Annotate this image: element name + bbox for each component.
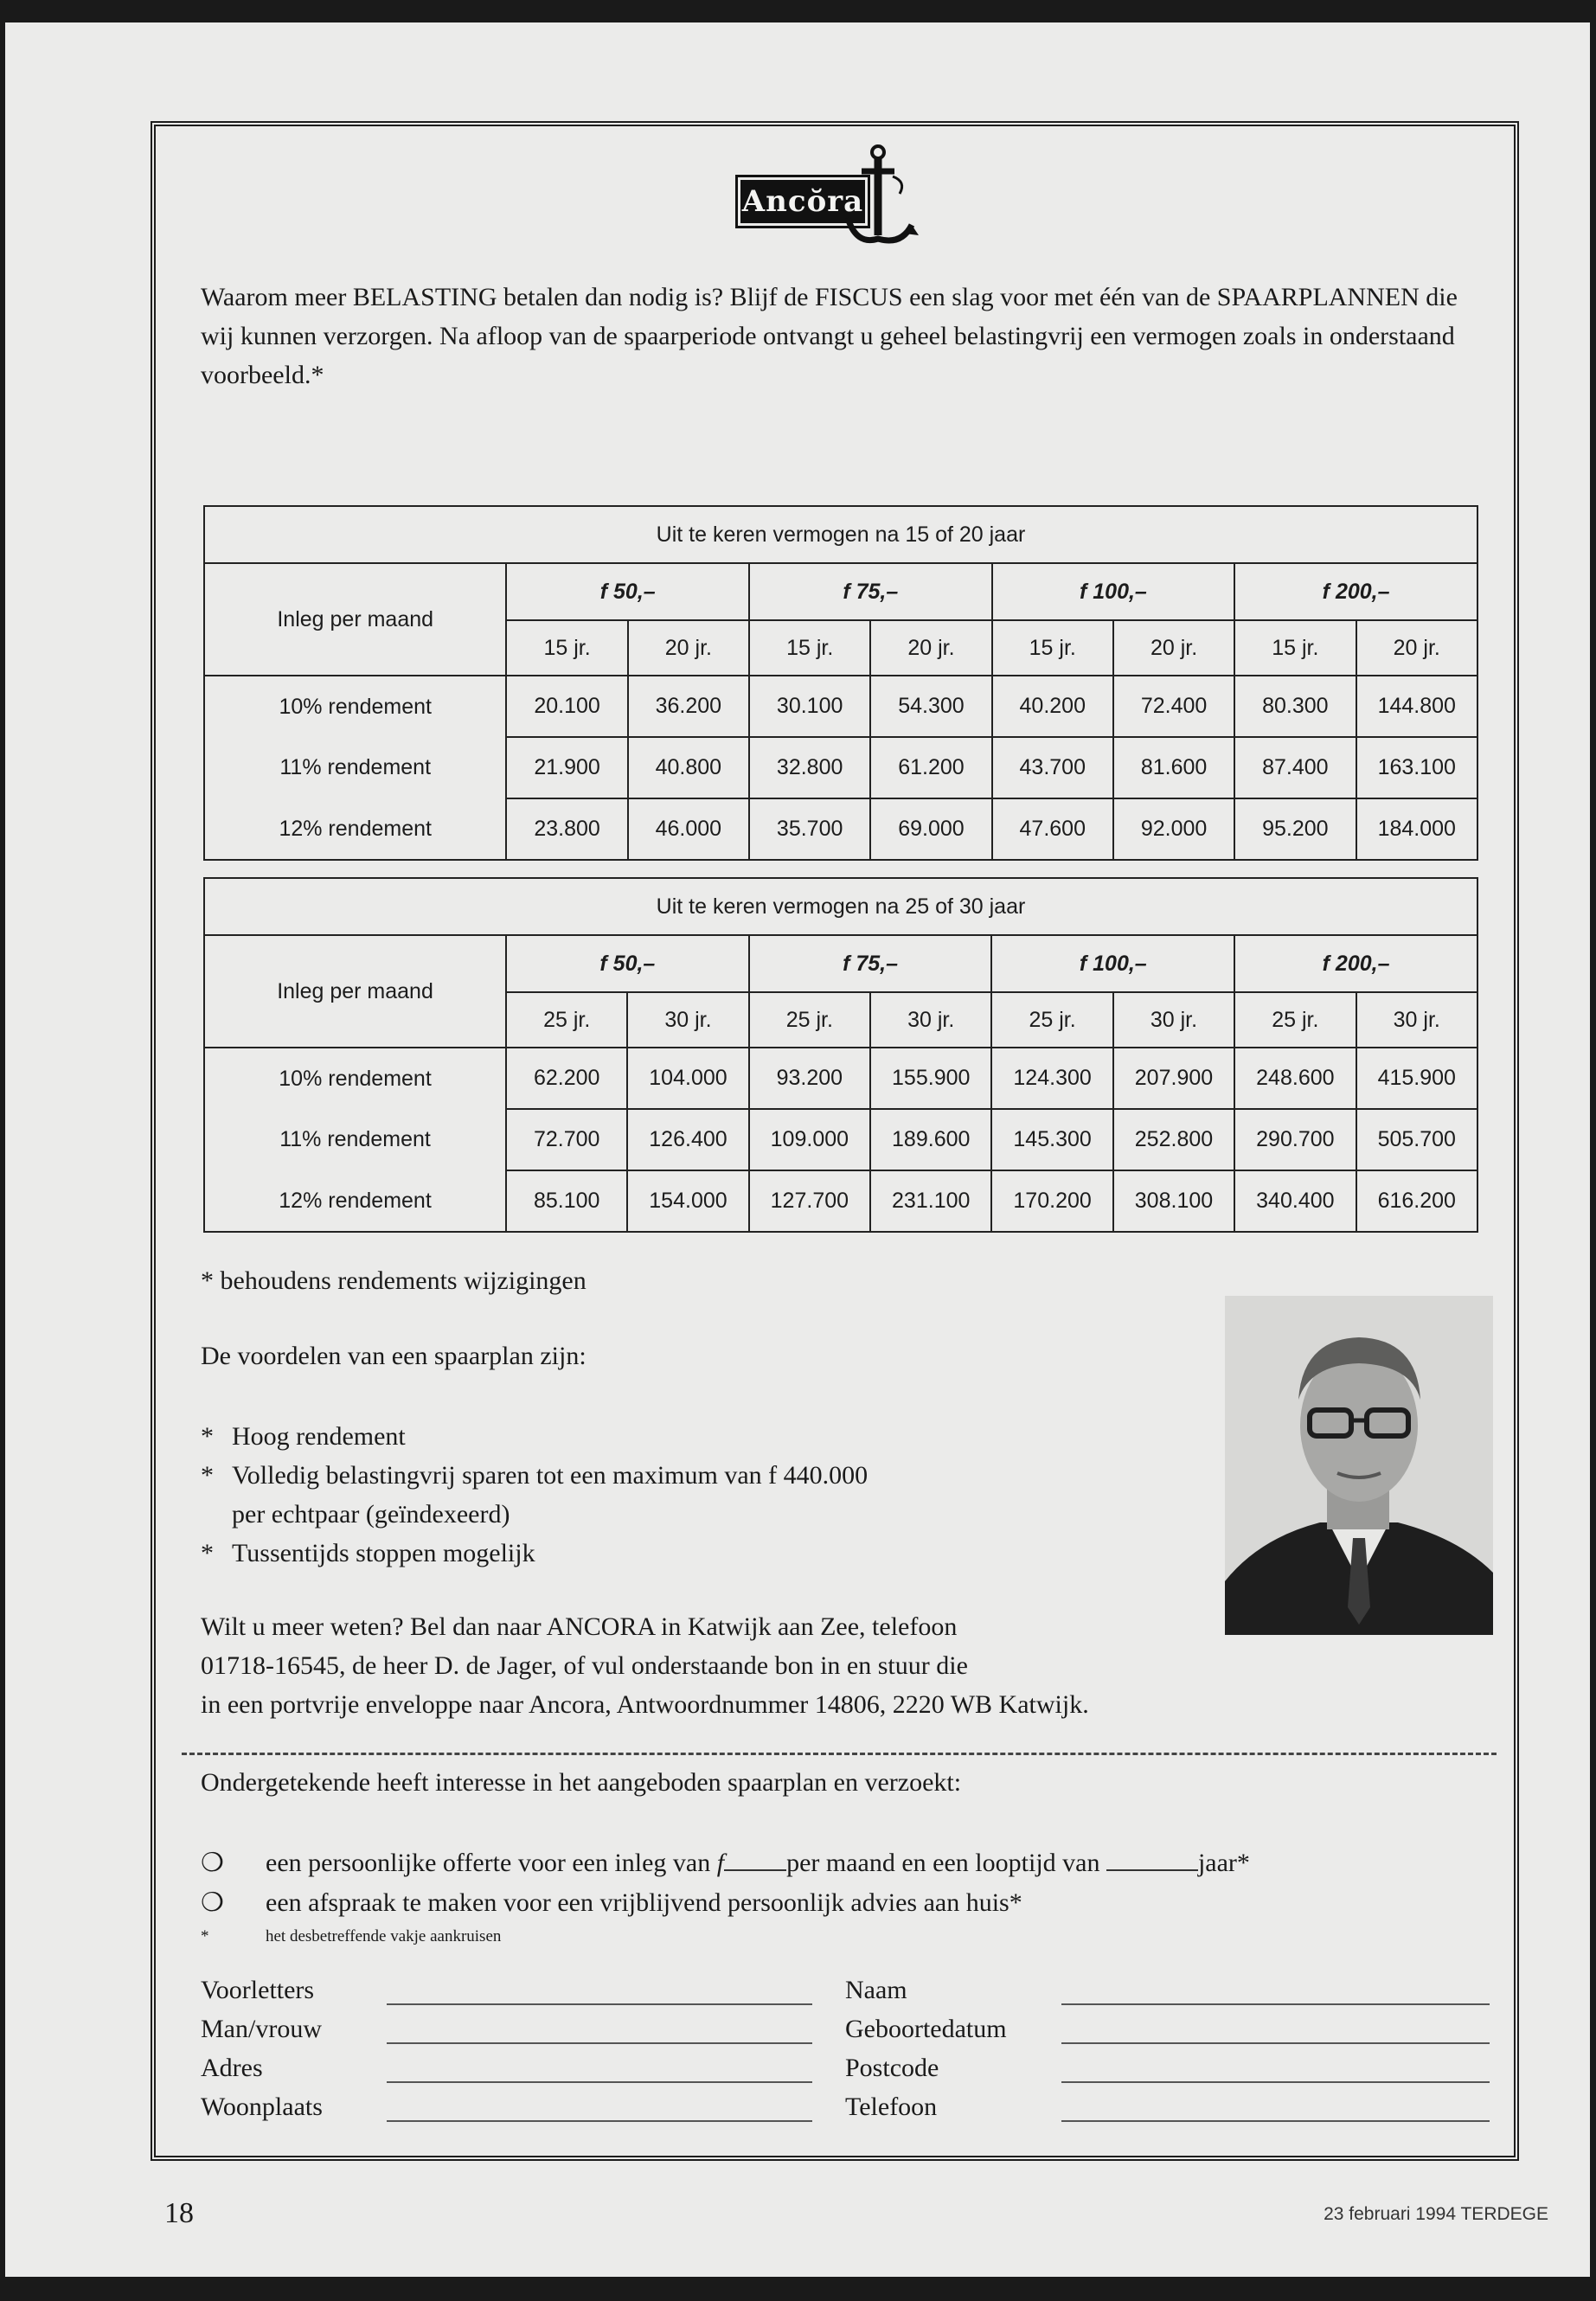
contact-line: in een portvrije enveloppe naar Ancora, Antwoordnummer 14806, 2220 WB Katwijk. [201,1690,1089,1719]
table-cell: 32.800 [749,737,870,798]
table-cell: 72.700 [506,1109,627,1170]
table-cell: 127.700 [749,1170,870,1232]
year-header: 30 jr. [627,992,748,1048]
yield-table-25-30 [203,877,1478,1233]
field-label: Telefoon [845,2093,938,2121]
field-telefoon[interactable] [845,2093,937,2122]
amount-header: f 100,– [991,935,1234,992]
field-label: Geboortedatum [845,2015,1007,2043]
table-cell: 207.900 [1113,1048,1234,1109]
table-cell: 184.000 [1356,798,1478,860]
table-row [204,676,1477,737]
field-naam[interactable] [845,1976,907,2005]
field-label: Voorletters [201,1976,315,2004]
cut-line [182,1753,1497,1755]
field-line[interactable] [387,2120,812,2122]
table-cell: 40.200 [992,676,1113,737]
year-header: 15 jr. [749,620,870,676]
table-cell: 80.300 [1234,676,1356,737]
field-label: Postcode [845,2054,939,2082]
contact-person-photo [1225,1296,1493,1635]
table-cell: 163.100 [1356,737,1478,798]
field-label: Man/vrouw [201,2015,322,2043]
table-cell: 104.000 [627,1048,748,1109]
table-cell: 47.600 [992,798,1113,860]
coupon-heading: Ondergetekende heeft interesse in het aangeboden spaarplan en verzoekt: [201,1768,962,1797]
year-header: 20 jr. [1113,620,1234,676]
inleg-label: Inleg per maand [204,563,506,676]
table-cell: 61.200 [870,737,991,798]
year-header: 20 jr. [1356,620,1478,676]
table-cell: 170.200 [991,1170,1112,1232]
field-geboortedatum[interactable] [845,2015,1007,2044]
coupon-option-appointment[interactable] [201,1888,1022,1918]
table-row [204,798,1477,860]
year-header: 30 jr. [870,992,991,1048]
page-number: 18 [164,2197,194,2229]
table-cell: 93.200 [749,1048,870,1109]
advertisement-frame [151,121,1519,2161]
checkbox-circle[interactable]: ❍ [201,1849,224,1877]
table-cell: 126.400 [627,1109,748,1170]
field-woonplaats[interactable] [201,2093,323,2122]
field-label: Woonplaats [201,2093,323,2121]
table-row [204,1170,1477,1232]
field-label: Naam [845,1976,907,2004]
row-label: 12% rendement [204,1170,506,1232]
table-cell: 62.200 [506,1048,627,1109]
year-header: 15 jr. [992,620,1113,676]
option-text: jaar* [1197,1849,1250,1877]
amount-input[interactable] [724,1849,786,1871]
field-label: Adres [201,2054,263,2082]
table-cell: 252.800 [1113,1109,1234,1170]
table-cell: 95.200 [1234,798,1356,860]
table-cell: 189.600 [870,1109,991,1170]
bullet-text: Volledig belastingvrij sparen tot een maximum van f 440.000 [232,1461,869,1490]
year-header: 15 jr. [1234,620,1356,676]
field-line[interactable] [1061,2042,1490,2044]
bullet-text: Tussentijds stoppen mogelijk [232,1539,535,1567]
table-cell: 23.800 [506,798,627,860]
bullet-text: Hoog rendement [232,1422,406,1451]
checkbox-circle[interactable]: ❍ [201,1888,224,1917]
year-header: 20 jr. [628,620,749,676]
table-cell: 308.100 [1113,1170,1234,1232]
inleg-label: Inleg per maand [204,935,506,1048]
list-item [201,1456,868,1534]
table-row [204,737,1477,798]
year-header: 25 jr. [506,992,627,1048]
year-header: 25 jr. [1234,992,1356,1048]
table-cell: 616.200 [1356,1170,1477,1232]
field-line[interactable] [1061,2081,1490,2083]
table-cell: 43.700 [992,737,1113,798]
yield-footnote: * behoudens rendements wijzigingen [201,1266,586,1295]
table-cell: 35.700 [749,798,870,860]
amount-header: f 100,– [992,563,1235,620]
field-voorletters[interactable] [201,1976,314,2005]
coupon-option-offer[interactable] [201,1848,1250,1878]
table-cell: 92.000 [1113,798,1234,860]
field-postcode[interactable] [845,2054,939,2083]
table-cell: 36.200 [628,676,749,737]
intro-paragraph: Waarom meer BELASTING betalen dan nodig is? Blijf de FISCUS een slag voor met één van de SPAARPLANNEN die wij kunnen verzorgen. Na afloop van de spaarperiode ontvangt u geheel belastingvrij een vermogen zoals in onderstaand voorbeeld.* [201,283,1458,389]
option-text: een persoonlijke offerte voor een inleg van [266,1849,711,1877]
table-cell: 40.800 [628,737,749,798]
table-cell: 30.100 [749,676,870,737]
footnote-text: het desbetreffende vakje aankruisen [266,1927,502,1945]
table-cell: 20.100 [506,676,627,737]
row-label: 12% rendement [204,798,506,860]
page-footer: 23 februari 1994 TERDEGE [1324,2204,1548,2224]
logo-text: Ancŏra [735,175,870,228]
table-title: Uit te keren vermogen na 25 of 30 jaar [204,878,1477,935]
table-cell: 290.700 [1234,1109,1356,1170]
option-text: per maand en een looptijd van [786,1849,1100,1877]
table-cell: 46.000 [628,798,749,860]
contact-paragraph [201,1607,1464,1724]
field-line[interactable] [387,2042,812,2044]
list-item [201,1417,868,1456]
field-man-vrouw[interactable] [201,2015,322,2044]
table-cell: 155.900 [870,1048,991,1109]
amount-header: f 50,– [506,935,749,992]
table-cell: 81.600 [1113,737,1234,798]
field-line[interactable] [387,2081,812,2083]
table-cell: 231.100 [870,1170,991,1232]
row-label: 11% rendement [204,1109,506,1170]
footnote-star: * [201,1927,209,1945]
amount-header: f 75,– [749,935,992,992]
year-header: 30 jr. [1356,992,1477,1048]
year-header: 15 jr. [506,620,627,676]
coupon-footnote [201,1927,501,1946]
field-line[interactable] [1061,2120,1490,2122]
row-label: 11% rendement [204,737,506,798]
year-header: 25 jr. [991,992,1112,1048]
table-cell: 54.300 [870,676,991,737]
table-cell: 124.300 [991,1048,1112,1109]
bullet-star: * [201,1422,214,1451]
table-cell: 69.000 [870,798,991,860]
table-cell: 21.900 [506,737,627,798]
contact-line: 01718-16545, de heer D. de Jager, of vul onderstaande bon in en stuur die [201,1651,968,1680]
ancora-logo [735,142,934,254]
table-cell: 415.900 [1356,1048,1477,1109]
table-row [204,1048,1477,1109]
table-row [204,1109,1477,1170]
year-header: 20 jr. [870,620,991,676]
bullet-star: * [201,1461,214,1490]
advantages-heading: De voordelen van een spaarplan zijn: [201,1342,586,1370]
option-text: een afspraak te maken voor een vrijblijvend persoonlijk advies aan huis* [266,1888,1022,1917]
yield-table-15-20 [203,505,1478,861]
field-line[interactable] [1061,2003,1490,2005]
row-label: 10% rendement [204,676,506,737]
table-cell: 109.000 [749,1109,870,1170]
magazine-page [5,22,1590,2277]
row-label: 10% rendement [204,1048,506,1109]
amount-header: f 50,– [506,563,749,620]
table-cell: 85.100 [506,1170,627,1232]
table-cell: 340.400 [1234,1170,1356,1232]
amount-header: f 200,– [1234,935,1477,992]
table-cell: 87.400 [1234,737,1356,798]
table-cell: 144.800 [1356,676,1478,737]
term-input[interactable] [1106,1849,1198,1871]
table-cell: 248.600 [1234,1048,1356,1109]
contact-line: Wilt u meer weten? Bel dan naar ANCORA in Katwijk aan Zee, telefoon [201,1612,958,1641]
anchor-icon [839,142,926,254]
field-line[interactable] [387,2003,812,2005]
list-item [201,1534,868,1573]
bullet-star: * [201,1539,214,1567]
year-header: 25 jr. [749,992,870,1048]
amount-header: f 200,– [1234,563,1477,620]
bullet-text-continued: per echtpaar (geïndexeerd) [232,1500,510,1529]
amount-header: f 75,– [749,563,992,620]
table-cell: 505.700 [1356,1109,1477,1170]
table-cell: 72.400 [1113,676,1234,737]
table-cell: 154.000 [627,1170,748,1232]
table-cell: 145.300 [991,1109,1112,1170]
year-header: 30 jr. [1113,992,1234,1048]
advantages-list [201,1417,868,1573]
table-title: Uit te keren vermogen na 15 of 20 jaar [204,506,1477,563]
field-adres[interactable] [201,2054,263,2083]
guilder-symbol: f [716,1849,725,1877]
